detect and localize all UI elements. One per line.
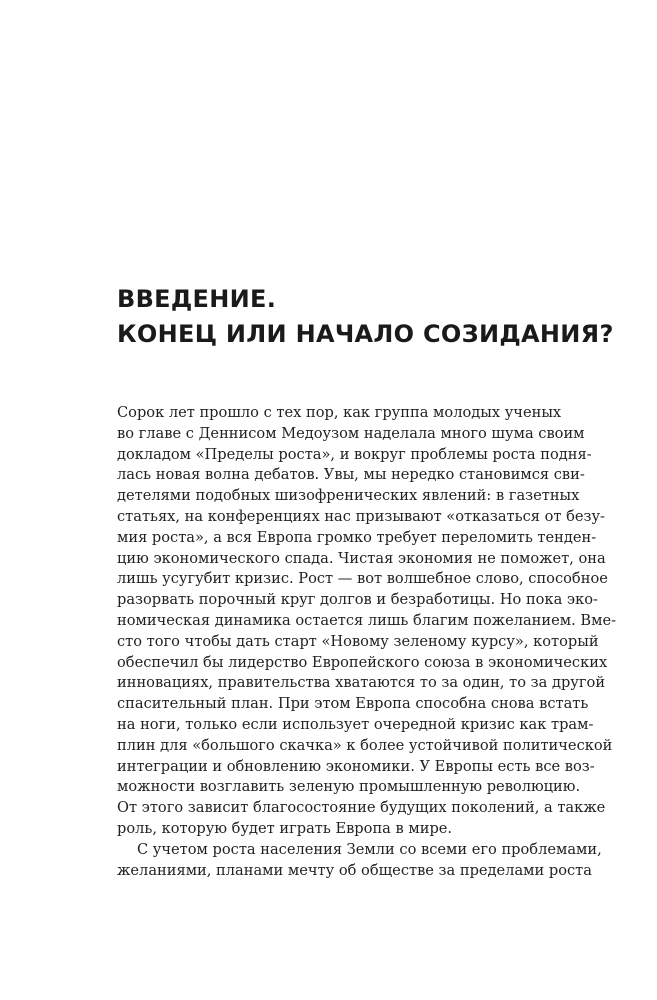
chapter-title-line: ВВЕДЕНИЕ. <box>117 285 277 313</box>
text-line: желаниями, планами мечту об обществе за пределами роста <box>117 861 592 879</box>
text-line: сто того чтобы дать старт «Новому зеленому курсу», который <box>117 632 599 650</box>
text-line: цию экономического спада. Чистая экономия не поможет, она <box>117 549 606 567</box>
text-line: обеспечил бы лидерство Европейского союза в экономических <box>117 653 608 671</box>
body-text <box>117 403 617 881</box>
text-line: лась новая волна дебатов. Увы, мы нередко становимся сви- <box>117 466 585 484</box>
chapter-title <box>117 282 614 352</box>
text-line: лишь усугубит кризис. Рост — вот волшебное слово, способное <box>117 570 608 588</box>
text-line: разорвать порочный круг долгов и безработицы. Но пока эко- <box>117 591 598 609</box>
text-line: инновациях, правительства хватаются то за один, то за другой <box>117 674 606 692</box>
text-line: детелями подобных шизофренических явлений: в газетных <box>117 487 580 505</box>
text-line: Сорок лет прошло с тех пор, как группа молодых ученых <box>117 404 562 421</box>
text-line: роль, которую будет играть Европа в мире. <box>117 819 453 837</box>
text-line: можности возглавить зеленую промышленную революцию. <box>117 778 581 796</box>
text-line: докладом «Пределы роста», и вокруг проблемы роста подня- <box>117 445 592 463</box>
text-line: на ноги, только если использует очередной кризис как трам- <box>117 715 594 733</box>
text-line: во главе с Деннисом Медоузом наделала много шума своим <box>117 424 585 442</box>
text-line: спасительный план. При этом Европа способна снова встать <box>117 695 589 713</box>
text-line: статьях, на конференциях нас призывают «отказаться от безу- <box>117 507 605 525</box>
text-line: мия роста», а вся Европа громко требует переломить тенден- <box>117 528 597 546</box>
text-line: От этого зависит благосостояние будущих поколений, а также <box>117 799 606 817</box>
text-line: С учетом роста населения Земли со всеми его проблемами, <box>137 840 602 858</box>
text-line: номическая динамика остается лишь благим пожеланием. Вме- <box>117 611 617 629</box>
text-line: интеграции и обновлению экономики. У Европы есть все воз- <box>117 757 595 775</box>
chapter-title-line: КОНЕЦ ИЛИ НАЧАЛО СОЗИДАНИЯ? <box>117 320 614 348</box>
text-line: плин для «большого скачка» к более устойчивой политической <box>117 736 613 754</box>
